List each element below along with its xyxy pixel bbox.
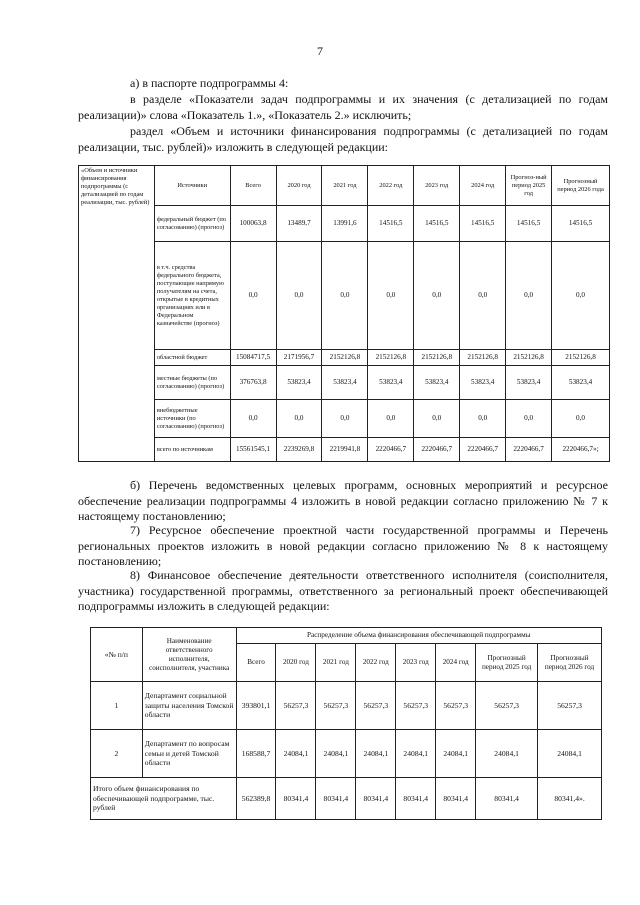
source-cell: в т.ч. средства федерального бюджета, поступающие напрямую получателям на счета, открытые в кредитных организациях или в Федеральном казначействе (прогноз) (154, 242, 230, 350)
header-2023: 2023 год (414, 166, 460, 206)
source-cell: областной бюджет (154, 350, 230, 366)
source-cell: федеральный бюджет (по согласованию) (прогноз) (154, 206, 230, 242)
header-2024: 2024 год (436, 644, 476, 682)
row-number: 1 (91, 682, 143, 730)
paragraph-a-heading: а) в паспорте подпрограммы 4: (130, 76, 289, 90)
executor-name: Департамент по вопросам семьи и детей Томской области (142, 730, 236, 778)
value-cell: 53823,4 (552, 366, 610, 400)
value-cell: 15561545,1 (230, 438, 276, 462)
value-cell: 2220466,7 (460, 438, 506, 462)
total-label: Итого объем финансирования по обеспечивающей подпрограмме, тыс. рублей (91, 778, 237, 820)
table-row-total (79, 438, 610, 462)
row-number: 2 (91, 730, 143, 778)
value-cell: 2152126,8 (506, 350, 552, 366)
value-cell: 80341,4 (316, 778, 356, 820)
paragraph-7: 7) Ресурсное обеспечение проектной части государственной программы и Перечень региональных проектов изложить в новой редакции согласно приложению № 8 к настоящему постановлению; (78, 523, 608, 568)
value-cell: 0,0 (552, 400, 610, 438)
value-cell: 53823,4 (414, 366, 460, 400)
header-distribution: Распределение объема финансирования обеспечивающей подпрограммы (236, 628, 601, 644)
value-cell: 100063,8 (230, 206, 276, 242)
value-cell: 13489,7 (276, 206, 322, 242)
value-cell: 24084,1 (316, 730, 356, 778)
header-2020: 2020 год (276, 644, 316, 682)
value-cell: 14516,5 (368, 206, 414, 242)
value-cell: 376763,8 (230, 366, 276, 400)
value-cell: 80341,4 (476, 778, 538, 820)
table-row (79, 206, 610, 242)
table-row-total (91, 778, 602, 820)
value-cell: 0,0 (506, 400, 552, 438)
value-cell: 80341,4 (356, 778, 396, 820)
value-cell: 2152126,8 (322, 350, 368, 366)
table-row (79, 242, 610, 350)
value-cell: 0,0 (414, 242, 460, 350)
header-2026: Прогнозный период 2026 год (538, 644, 602, 682)
value-cell: 80341,4 (396, 778, 436, 820)
value-cell: 2152126,8 (460, 350, 506, 366)
value-cell: 56257,3 (476, 682, 538, 730)
value-cell: 0,0 (460, 242, 506, 350)
value-cell: 168588,7 (236, 730, 276, 778)
executor-name: Департамент социальной защиты населения Томской области (142, 682, 236, 730)
funding-label-cell: «Объем и источники финансирования подпрограммы (с детализацией по годам реализации, тыс. рублей) (79, 166, 155, 462)
value-cell: 24084,1 (356, 730, 396, 778)
table-row (91, 682, 602, 730)
header-total: Всего (230, 166, 276, 206)
paragraph-a-funding: раздел «Объем и источники финансирования подпрограммы (с детализацией по годам реализации, тыс. рублей)» изложить в следующей редакции: (78, 124, 608, 154)
header-2021: 2021 год (322, 166, 368, 206)
header-2022: 2022 год (356, 644, 396, 682)
value-cell: 2220466,7»; (552, 438, 610, 462)
value-cell: 2152126,8 (414, 350, 460, 366)
header-executor-name: Наименование ответственного исполнителя, соисполнителя, участника (142, 628, 236, 682)
value-cell: 56257,3 (538, 682, 602, 730)
value-cell: 56257,3 (436, 682, 476, 730)
value-cell: 0,0 (368, 242, 414, 350)
value-cell: 14516,5 (552, 206, 610, 242)
value-cell: 2220466,7 (506, 438, 552, 462)
value-cell: 56257,3 (276, 682, 316, 730)
value-cell: 0,0 (414, 400, 460, 438)
header-2025: Прогнозный период 2025 год (476, 644, 538, 682)
value-cell: 53823,4 (460, 366, 506, 400)
value-cell: 14516,5 (506, 206, 552, 242)
value-cell: 13991,6 (322, 206, 368, 242)
value-cell: 2220466,7 (414, 438, 460, 462)
header-2024: 2024 год (460, 166, 506, 206)
value-cell: 0,0 (322, 242, 368, 350)
value-cell: 15084717,5 (230, 350, 276, 366)
header-2021: 2021 год (316, 644, 356, 682)
source-cell: внебюджетные источники (по согласованию) (прогноз) (154, 400, 230, 438)
header-2025: Прогноз-ный период 2025 год (506, 166, 552, 206)
value-cell: 24084,1 (436, 730, 476, 778)
header-2022: 2022 год (368, 166, 414, 206)
table-row (79, 350, 610, 366)
table-row (91, 730, 602, 778)
value-cell: 80341,4». (538, 778, 602, 820)
value-cell: 2152126,8 (552, 350, 610, 366)
table-row (79, 400, 610, 438)
value-cell: 2171956,7 (276, 350, 322, 366)
value-cell: 56257,3 (396, 682, 436, 730)
table-row (79, 366, 610, 400)
value-cell: 0,0 (276, 400, 322, 438)
header-sources: Источники (154, 166, 230, 206)
header-row-number: «№ п/п (91, 628, 143, 682)
value-cell: 24084,1 (538, 730, 602, 778)
page-number: 7 (317, 44, 323, 58)
value-cell: 0,0 (230, 400, 276, 438)
value-cell: 0,0 (230, 242, 276, 350)
header-total: Всего (236, 644, 276, 682)
value-cell: 2239269,8 (276, 438, 322, 462)
value-cell: 80341,4 (276, 778, 316, 820)
value-cell: 14516,5 (414, 206, 460, 242)
value-cell: 80341,4 (436, 778, 476, 820)
value-cell: 53823,4 (322, 366, 368, 400)
value-cell: 53823,4 (276, 366, 322, 400)
paragraph-b: б) Перечень ведомственных целевых программ, основных мероприятий и ресурсное обеспечение реализации подпрограммы 4 изложить в новой редакции согласно приложению № 7 к настоящему постановлению; (78, 478, 608, 523)
value-cell: 393801,1 (236, 682, 276, 730)
paragraph-a-indicators: в разделе «Показатели задач подпрограммы и их значения (с детализацией по годам реализации)» слова «Показатель 1.», «Показатель 2.» исключить; (78, 92, 608, 122)
executor-financing-table (90, 627, 602, 820)
value-cell: 562389,8 (236, 778, 276, 820)
value-cell: 0,0 (460, 400, 506, 438)
value-cell: 56257,3 (316, 682, 356, 730)
header-2023: 2023 год (396, 644, 436, 682)
value-cell: 24084,1 (396, 730, 436, 778)
value-cell: 56257,3 (356, 682, 396, 730)
value-cell: 2220466,7 (368, 438, 414, 462)
value-cell: 2219941,8 (322, 438, 368, 462)
value-cell: 0,0 (322, 400, 368, 438)
header-2026: Прогнозный период 2026 года (552, 166, 610, 206)
value-cell: 53823,4 (506, 366, 552, 400)
paragraph-8: 8) Финансовое обеспечение деятельности ответственного исполнителя (соисполнителя, участника) государственной программы, ответственного за региональный проект обеспечивающей подпрограммы изложить в следующей редакции: (78, 568, 608, 613)
value-cell: 24084,1 (476, 730, 538, 778)
header-2020: 2020 год (276, 166, 322, 206)
value-cell: 24084,1 (276, 730, 316, 778)
source-cell: всего по источникам (154, 438, 230, 462)
value-cell: 0,0 (368, 400, 414, 438)
source-cell: местные бюджеты (по согласованию) (прогноз) (154, 366, 230, 400)
funding-sources-table (78, 165, 610, 462)
value-cell: 53823,4 (368, 366, 414, 400)
value-cell: 2152126,8 (368, 350, 414, 366)
value-cell: 0,0 (506, 242, 552, 350)
value-cell: 14516,5 (460, 206, 506, 242)
value-cell: 0,0 (552, 242, 610, 350)
value-cell: 0,0 (276, 242, 322, 350)
